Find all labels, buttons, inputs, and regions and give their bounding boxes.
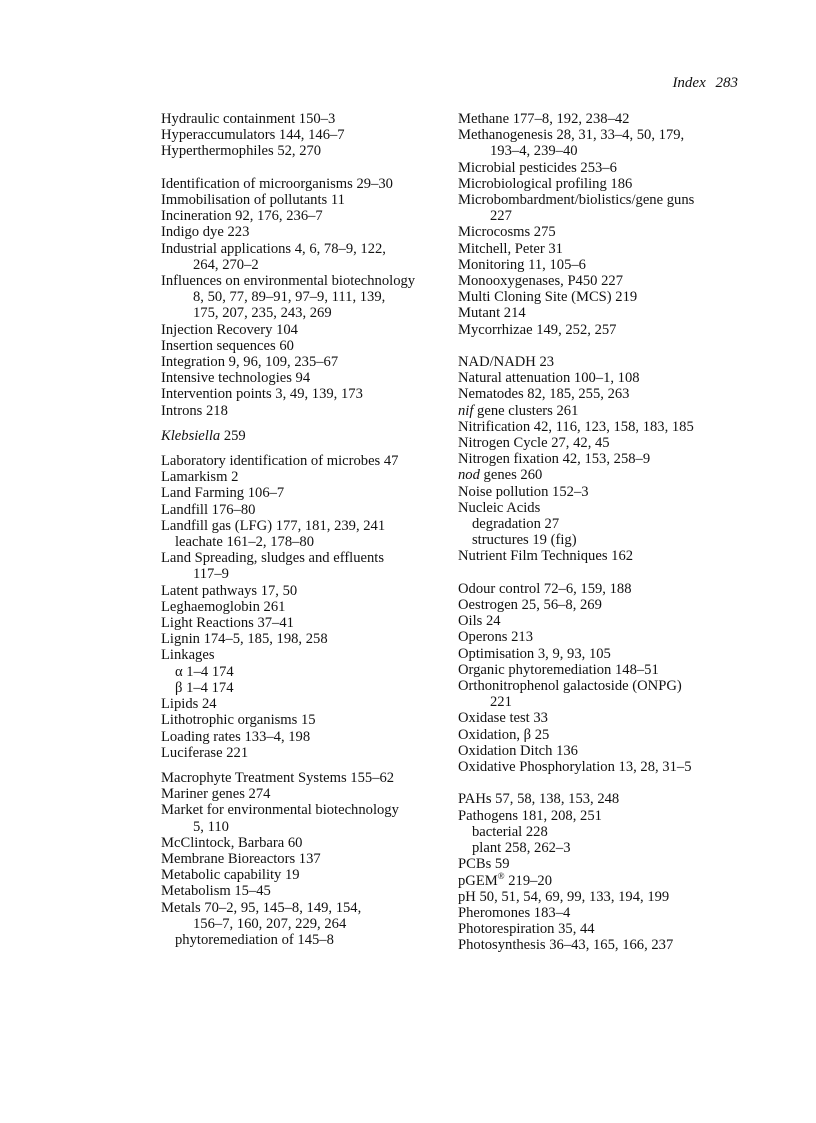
- entry-text: nod genes 260: [458, 467, 543, 484]
- index-subentry: [458, 824, 748, 840]
- section-gap: [161, 444, 446, 453]
- entry-text: Monooxygenases, P450 227: [458, 273, 623, 290]
- index-entry: [161, 370, 446, 386]
- entry-text: α 1–4 174: [175, 663, 234, 680]
- entry-text: Incineration 92, 176, 236–7: [161, 208, 323, 225]
- index-entry: [458, 889, 748, 905]
- entry-text: Oxidative Phosphorylation 13, 28, 31–5: [458, 759, 692, 776]
- index-entry: [458, 419, 748, 435]
- entry-text: McClintock, Barbara 60: [161, 834, 303, 851]
- index-entry: [161, 883, 446, 899]
- entry-text: Monitoring 11, 105–6: [458, 256, 586, 273]
- entry-text: nif gene clusters 261: [458, 402, 579, 419]
- entry-text: Microcosms 275: [458, 224, 556, 241]
- index-entry: [161, 111, 446, 127]
- entry-text: Operons 213: [458, 629, 533, 646]
- entry-text: Insertion sequences 60: [161, 337, 294, 354]
- entry-text: Introns 218: [161, 402, 228, 419]
- entry-text: pGEM® 219–20: [458, 870, 553, 889]
- entry-continuation: 221: [490, 694, 512, 711]
- index-entry: [161, 583, 446, 599]
- entry-text: PAHs 57, 58, 138, 153, 248: [458, 791, 620, 808]
- index-entry: [458, 597, 748, 613]
- index-entry: [161, 631, 446, 647]
- entry-text: Hyperaccumulators 144, 146–7: [161, 127, 345, 144]
- entry-text: Lipids 24: [161, 696, 217, 713]
- index-entry: [458, 289, 748, 305]
- entry-text: Microbombardment/biolistics/gene guns: [458, 192, 695, 209]
- index-subentry: [161, 680, 446, 696]
- index-entry: [458, 467, 748, 483]
- index-entry: [458, 370, 748, 386]
- entry-text: NAD/NADH 23: [458, 354, 555, 371]
- section-gap: [161, 160, 446, 176]
- entry-text: Oxidase test 33: [458, 710, 548, 727]
- entry-text: Mariner genes 274: [161, 786, 271, 803]
- entry-text: Noise pollution 152–3: [458, 483, 589, 500]
- entry-text: Oestrogen 25, 56–8, 269: [458, 597, 602, 614]
- entry-text: Integration 9, 96, 109, 235–67: [161, 354, 339, 371]
- index-entry: [161, 502, 446, 518]
- entry-text: Nematodes 82, 185, 255, 263: [458, 386, 630, 403]
- entry-text: pH 50, 51, 54, 69, 99, 133, 194, 199: [458, 888, 670, 905]
- entry-text: Light Reactions 37–41: [161, 615, 294, 632]
- entry-text: bacterial 228: [472, 823, 548, 840]
- index-entry: [458, 548, 748, 564]
- entry-text: Mycorrhizae 149, 252, 257: [458, 321, 617, 338]
- entry-continuation: 264, 270–2: [193, 256, 259, 273]
- index-entry: [458, 111, 748, 127]
- entry-text: Intensive technologies 94: [161, 370, 311, 387]
- index-entry: [458, 273, 748, 289]
- index-entry: [458, 386, 748, 402]
- entry-text: Orthonitrophenol galactoside (ONPG): [458, 678, 682, 695]
- index-entry: [458, 322, 748, 338]
- entry-text: leachate 161–2, 178–80: [175, 534, 315, 551]
- index-entry: [161, 835, 446, 851]
- entry-text: Nitrogen Cycle 27, 42, 45: [458, 435, 610, 452]
- entry-text: Oxidation, β 25: [458, 726, 550, 743]
- entry-continuation: 8, 50, 77, 89–91, 97–9, 111, 139,: [193, 289, 386, 306]
- entry-text: Microbiological profiling 186: [458, 175, 633, 192]
- entry-text: Identification of microorganisms 29–30: [161, 175, 393, 192]
- index-entry: [161, 354, 446, 370]
- entry-text: Land Spreading, sludges and effluents: [161, 550, 385, 567]
- entry-text: Natural attenuation 100–1, 108: [458, 370, 640, 387]
- entry-text: Lignin 174–5, 185, 198, 258: [161, 631, 328, 648]
- entry-text: Immobilisation of pollutants 11: [161, 192, 345, 208]
- index-entry: [458, 581, 748, 597]
- index-entry: [458, 921, 748, 937]
- index-entry: [161, 322, 446, 338]
- entry-text: Mutant 214: [458, 305, 526, 322]
- entry-text: phytoremediation of 145–8: [175, 931, 334, 948]
- entry-text: Multi Cloning Site (MCS) 219: [458, 289, 638, 306]
- index-entry: [458, 354, 748, 370]
- index-entry: [458, 484, 748, 500]
- index-entry: [161, 518, 446, 534]
- index-subentry: [161, 664, 446, 680]
- entry-text: Market for environmental biotechnology: [161, 802, 399, 819]
- entry-continuation: 175, 207, 235, 243, 269: [193, 305, 332, 322]
- index-entry: [458, 662, 748, 678]
- index-entry: [458, 176, 748, 192]
- index-entry: [458, 500, 748, 516]
- index-entry: [458, 127, 748, 159]
- entry-continuation: 5, 110: [193, 818, 229, 835]
- entry-text: Photorespiration 35, 44: [458, 921, 595, 938]
- section-gap: [458, 775, 748, 791]
- entry-text: Organic phytoremediation 148–51: [458, 661, 659, 678]
- index-entry: [161, 403, 446, 419]
- entry-text: Oils 24: [458, 613, 501, 630]
- entry-text: Landfill 176–80: [161, 501, 256, 518]
- index-column-left: [161, 111, 446, 948]
- section-gap: [458, 338, 748, 354]
- index-entry: [458, 305, 748, 321]
- index-entry: [458, 905, 748, 921]
- entry-text: Hyperthermophiles 52, 270: [161, 143, 322, 160]
- entry-text: Nitrogen fixation 42, 153, 258–9: [458, 451, 651, 468]
- entry-text: plant 258, 262–3: [472, 840, 571, 857]
- index-entry: [161, 208, 446, 224]
- entry-text: Nutrient Film Techniques 162: [458, 548, 634, 565]
- index-entry: [161, 745, 446, 761]
- index-subentry: [458, 532, 748, 548]
- section-title: Index: [672, 75, 706, 91]
- index-entry: [458, 629, 748, 645]
- entry-text: Land Farming 106–7: [161, 485, 285, 502]
- index-entry: [161, 338, 446, 354]
- entry-continuation: 156–7, 160, 207, 229, 264: [193, 915, 347, 932]
- entry-text: Lamarkism 2: [161, 469, 239, 486]
- index-entry: [458, 791, 748, 807]
- entry-text: Nitrification 42, 116, 123, 158, 183, 185: [458, 418, 694, 435]
- index-entry: [161, 867, 446, 883]
- entry-text: Linkages: [161, 647, 215, 664]
- index-entry: [161, 386, 446, 402]
- index-entry: [458, 710, 748, 726]
- entry-text: Photosynthesis 36–43, 165, 166, 237: [458, 937, 674, 954]
- entry-text: Leghaemoglobin 261: [161, 598, 286, 615]
- entry-text: Lithotrophic organisms 15: [161, 712, 316, 729]
- entry-text: Injection Recovery 104: [161, 321, 298, 338]
- index-entry: [458, 646, 748, 662]
- entry-text: Microbial pesticides 253–6: [458, 159, 617, 176]
- index-entry: [458, 937, 748, 953]
- entry-continuation: 227: [490, 208, 512, 225]
- entry-text: Latent pathways 17, 50: [161, 582, 298, 599]
- index-entry: [458, 435, 748, 451]
- entry-text: Nucleic Acids: [458, 499, 541, 516]
- page-number: 283: [715, 75, 738, 91]
- entry-text: PCBs 59: [458, 856, 510, 873]
- index-entry: [458, 808, 748, 824]
- entry-text: degradation 27: [472, 516, 560, 533]
- entry-text: Landfill gas (LFG) 177, 181, 239, 241: [161, 517, 386, 534]
- index-subentry: [161, 534, 446, 550]
- index-entry: [161, 729, 446, 745]
- index-entry: [458, 727, 748, 743]
- entry-text: β 1–4 174: [175, 679, 234, 696]
- index-entry: [161, 802, 446, 834]
- index-entry: [458, 678, 748, 710]
- entry-text: Klebsiella 259: [161, 427, 246, 444]
- entry-text: Luciferase 221: [161, 744, 249, 761]
- index-entry: [458, 224, 748, 240]
- entry-text: Odour control 72–6, 159, 188: [458, 580, 632, 597]
- index-entry: [458, 241, 748, 257]
- entry-text: Pathogens 181, 208, 251: [458, 807, 602, 824]
- entry-text: Macrophyte Treatment Systems 155–62: [161, 769, 395, 786]
- section-gap: [161, 761, 446, 770]
- index-subentry: [458, 840, 748, 856]
- entry-text: Metals 70–2, 95, 145–8, 149, 154,: [161, 899, 362, 916]
- index-entry: [161, 786, 446, 802]
- index-entry: [458, 257, 748, 273]
- index-column-right: [458, 111, 748, 954]
- entry-text: Metabolism 15–45: [161, 883, 271, 900]
- entry-text: structures 19 (fig): [472, 532, 577, 549]
- entry-text: Hydraulic containment 150–3: [161, 111, 336, 127]
- index-entry: [458, 759, 748, 775]
- index-entry: [458, 160, 748, 176]
- entry-text: Oxidation Ditch 136: [458, 742, 578, 759]
- entry-text: Intervention points 3, 49, 139, 173: [161, 386, 363, 403]
- entry-text: Pheromones 183–4: [458, 904, 571, 921]
- entry-text: Methanogenesis 28, 31, 33–4, 50, 179,: [458, 127, 685, 144]
- entry-text: Influences on environmental biotechnology: [161, 273, 416, 290]
- index-entry: [161, 615, 446, 631]
- index-entry: [161, 192, 446, 208]
- index-entry: [161, 127, 446, 143]
- index-entry: [161, 453, 446, 469]
- index-entry: [161, 485, 446, 501]
- index-entry: [458, 192, 748, 224]
- index-entry: [161, 599, 446, 615]
- section-gap: [458, 565, 748, 581]
- entry-text: Mitchell, Peter 31: [458, 240, 563, 257]
- index-subentry: [458, 516, 748, 532]
- index-entry: [161, 770, 446, 786]
- entry-text: Optimisation 3, 9, 93, 105: [458, 645, 611, 662]
- entry-continuation: 193–4, 239–40: [490, 143, 578, 160]
- index-entry: [161, 647, 446, 663]
- index-entry: [458, 613, 748, 629]
- index-entry: [458, 403, 748, 419]
- entry-text: Industrial applications 4, 6, 78–9, 122,: [161, 240, 386, 257]
- index-entry: [161, 712, 446, 728]
- entry-text: Laboratory identification of microbes 47: [161, 453, 399, 470]
- entry-continuation: 117–9: [193, 566, 229, 583]
- entry-text: Membrane Bioreactors 137: [161, 850, 321, 867]
- index-entry: [161, 224, 446, 240]
- index-entry: [161, 550, 446, 582]
- index-entry: [161, 900, 446, 932]
- index-entry: [161, 273, 446, 322]
- index-entry: [161, 143, 446, 159]
- index-entry: [161, 241, 446, 273]
- section-gap: [161, 419, 446, 428]
- index-subentry: [161, 932, 446, 948]
- index-entry: [161, 428, 446, 444]
- index-entry: [161, 851, 446, 867]
- entry-text: Methane 177–8, 192, 238–42: [458, 111, 630, 127]
- running-header: [672, 75, 738, 92]
- entry-text: Metabolic capability 19: [161, 867, 300, 884]
- index-entry: [458, 451, 748, 467]
- index-entry: [161, 469, 446, 485]
- index-entry: [161, 176, 446, 192]
- entry-text: Indigo dye 223: [161, 224, 250, 241]
- index-entry: [458, 743, 748, 759]
- index-entry: [161, 696, 446, 712]
- index-entry: [458, 870, 748, 889]
- entry-text: Loading rates 133–4, 198: [161, 728, 311, 745]
